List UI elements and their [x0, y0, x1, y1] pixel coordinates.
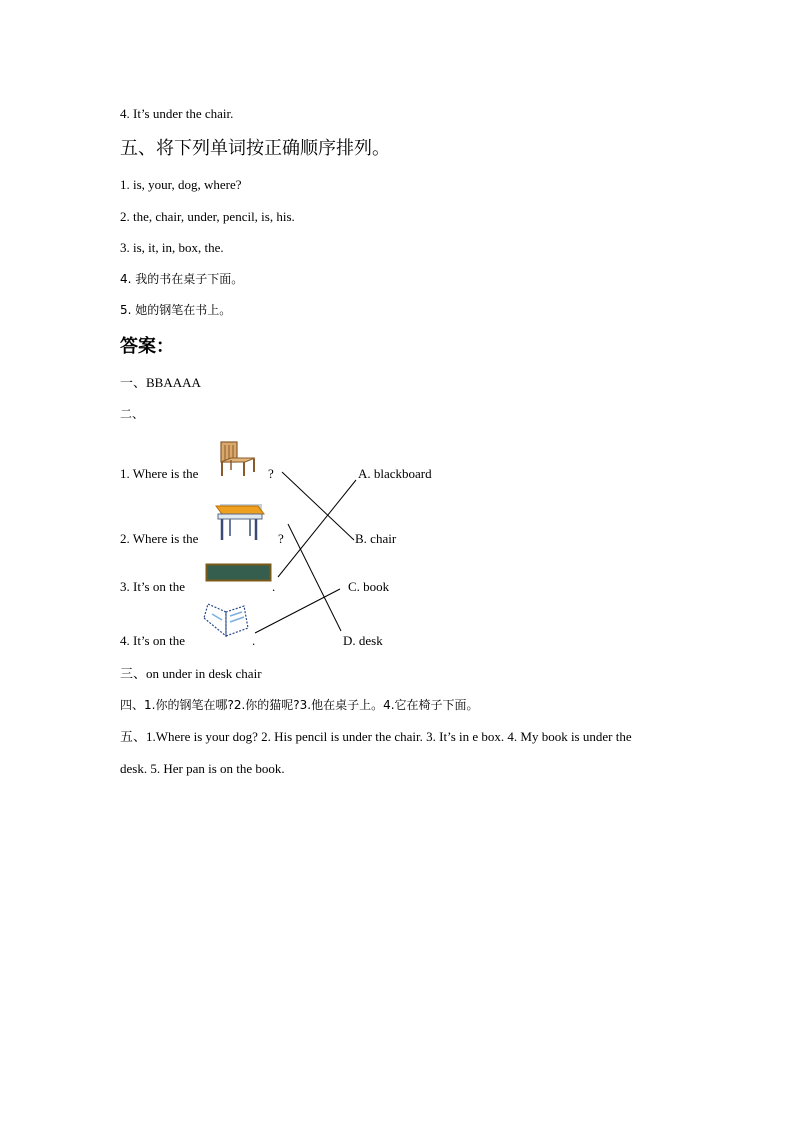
- top-item: 4. It’s under the chair.: [120, 106, 234, 121]
- match-left-2-end: ?: [278, 531, 284, 546]
- match-right-a: A. blackboard: [358, 466, 432, 481]
- match-line-2-d: [288, 524, 341, 631]
- match-left-1: 1. Where is the: [120, 466, 199, 481]
- match-line-4-c: [255, 589, 340, 633]
- answer-5-line-2: desk. 5. Her pan is on the book.: [120, 761, 285, 776]
- match-line-1-b: [282, 472, 354, 540]
- list-item: 2. the, chair, under, pencil, is, his.: [120, 209, 295, 224]
- answer-4: 四、1.你的钢笔在哪?2.你的猫呢?3.他在桌子上。4.它在椅子下面。: [120, 698, 479, 712]
- match-left-3: 3. It’s on the: [120, 579, 185, 594]
- match-right-c: C. book: [348, 579, 390, 594]
- list-item: 3. is, it, in, box, the.: [120, 240, 224, 255]
- match-left-1-end: ?: [268, 466, 274, 481]
- answer-5-line-1: 五、1.Where is your dog? 2. His pencil is under the chair. 3. It’s in e box. 4. My book is under the: [120, 729, 632, 744]
- match-right-b: B. chair: [355, 531, 397, 546]
- answer-2-label: 二、: [120, 407, 145, 421]
- match-left-2: 2. Where is the: [120, 531, 199, 546]
- answer-1: 一、BBAAAA: [120, 375, 201, 390]
- list-item: 5. 她的钢笔在书上。: [120, 303, 232, 317]
- list-item: 1. is, your, dog, where?: [120, 177, 242, 192]
- section5-heading: 五、将下列单词按正确顺序排列。: [120, 138, 390, 159]
- answer-3: 三、on under in desk chair: [120, 666, 262, 681]
- answers-heading: 答案：: [120, 336, 174, 357]
- list-item: 4. 我的书在桌子下面。: [120, 272, 244, 286]
- match-left-4: 4. It’s on the: [120, 633, 185, 648]
- match-left-4-end: .: [252, 633, 256, 648]
- match-left-3-end: .: [272, 579, 276, 594]
- match-right-d: D. desk: [343, 633, 383, 648]
